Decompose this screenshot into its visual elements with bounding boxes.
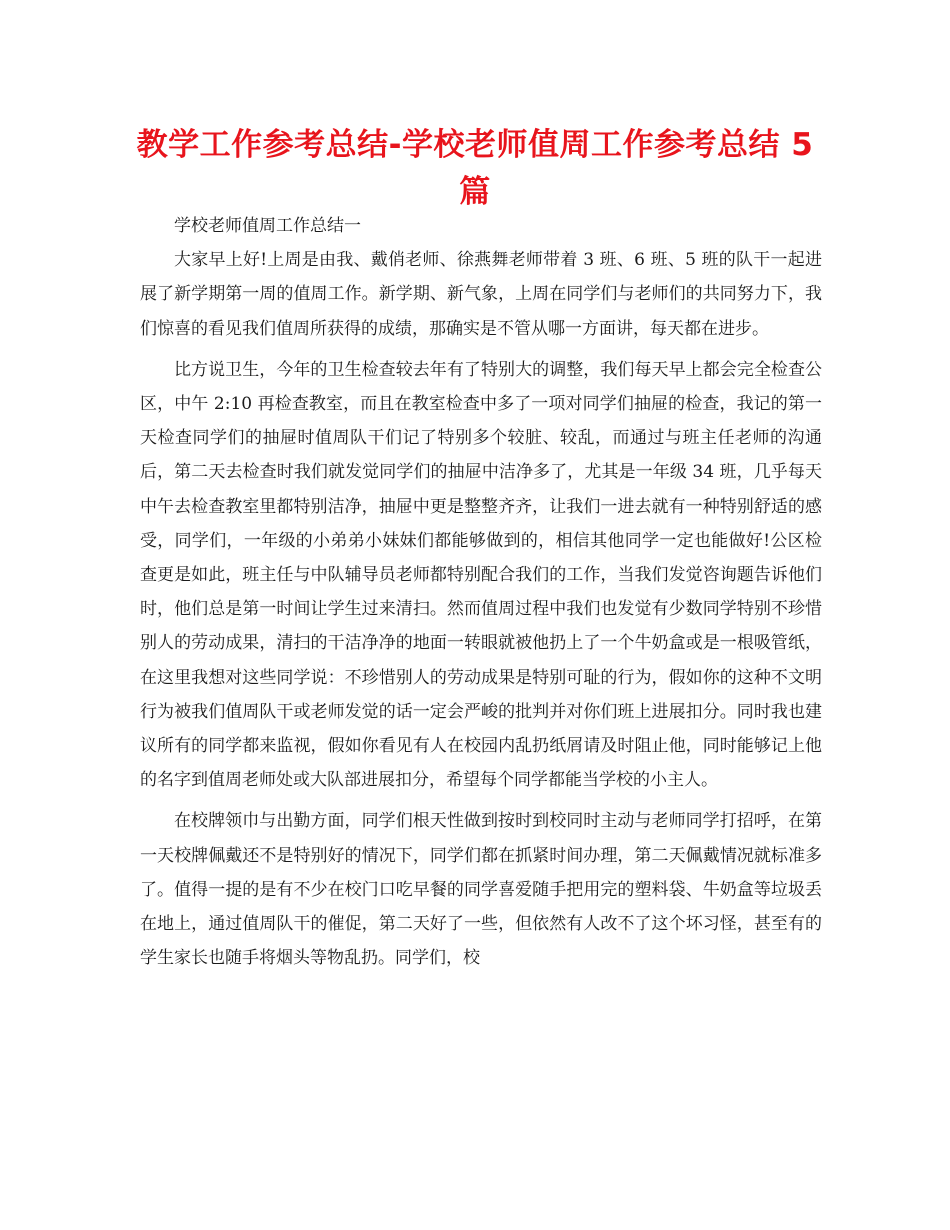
section-heading: 学校老师值周工作总结一 — [174, 216, 361, 236]
document-title: 教学工作参考总结-学校老师值周工作参考总结 5 篇 — [136, 127, 814, 210]
document-body — [140, 209, 822, 975]
paragraph: 大家早上好!上周是由我、戴俏老师、徐燕舞老师带着 3 班、6 班、5 班的队干一起进展了新学期第一周的值周工作。新学期、新气象，上周在同学们与老师们的共同努力下，我们惊喜的看见我们值周所获得的成绩，那确实是不管从哪一方面讲，每天都在进步。 — [140, 250, 822, 339]
paragraph: 比方说卫生，今年的卫生检查较去年有了特别大的调整，我们每天早上都会完全检查公区，中午 2:10 再检查教室，而且在教室检查中多了一项对同学们抽屉的检查，我记的第一天检查同学们的抽屉时值周队干们记了特别多个较脏、较乱，而通过与班主任老师的沟通后，第二天去检查时我们就发觉同学们的抽屉中洁净多了，尤其是一年级 34 班，几乎每天中午去检查教室里都特别洁净，抽屉中更是整整齐齐，让我们一进去就有一种特别舒适的感受，同学们，一年级的小弟弟小妹妹们都能够做到的，相信其他同学一定也能做好!公区检查更是如此，班主任与中队辅导员老师都特别配合我们的工作，当我们发觉咨询题告诉他们时，他们总是第一时间让学生过来清扫。然而值周过程中我们也发觉有少数同学特别不珍惜别人的劳动成果，清扫的干洁净净的地面一转眼就被他扔上了一个牛奶盒或是一根吸管纸，在这里我想对这些同学说：不珍惜别人的劳动成果是特别可耻的行为，假如你的这种不文明行为被我们值周队干或老师发觉的话一定会严峻的批判并对你们班上进展扣分。同时我也建议所有的同学都来监视，假如你看见有人在校园内乱扔纸屑请及时阻止他，同时能够记上他的名字到值周老师处或大队部进展扣分，希望每个同学都能当学校的小主人。 — [140, 359, 822, 791]
paragraph: 在校牌领巾与出勤方面，同学们根天性做到按时到校同时主动与老师同学打招呼，在第一天校牌佩戴还不是特别好的情况下，同学们都在抓紧时间办理，第二天佩戴情况就标准多了。值得一提的是有不少在校门口吃早餐的同学喜爱随手把用完的塑料袋、牛奶盒等垃圾丢在地上，通过值周队干的催促，第二天好了一些，但依然有人改不了这个坏习怪，甚至有的学生家长也随手将烟头等物乱扔。同学们，校 — [140, 811, 822, 969]
